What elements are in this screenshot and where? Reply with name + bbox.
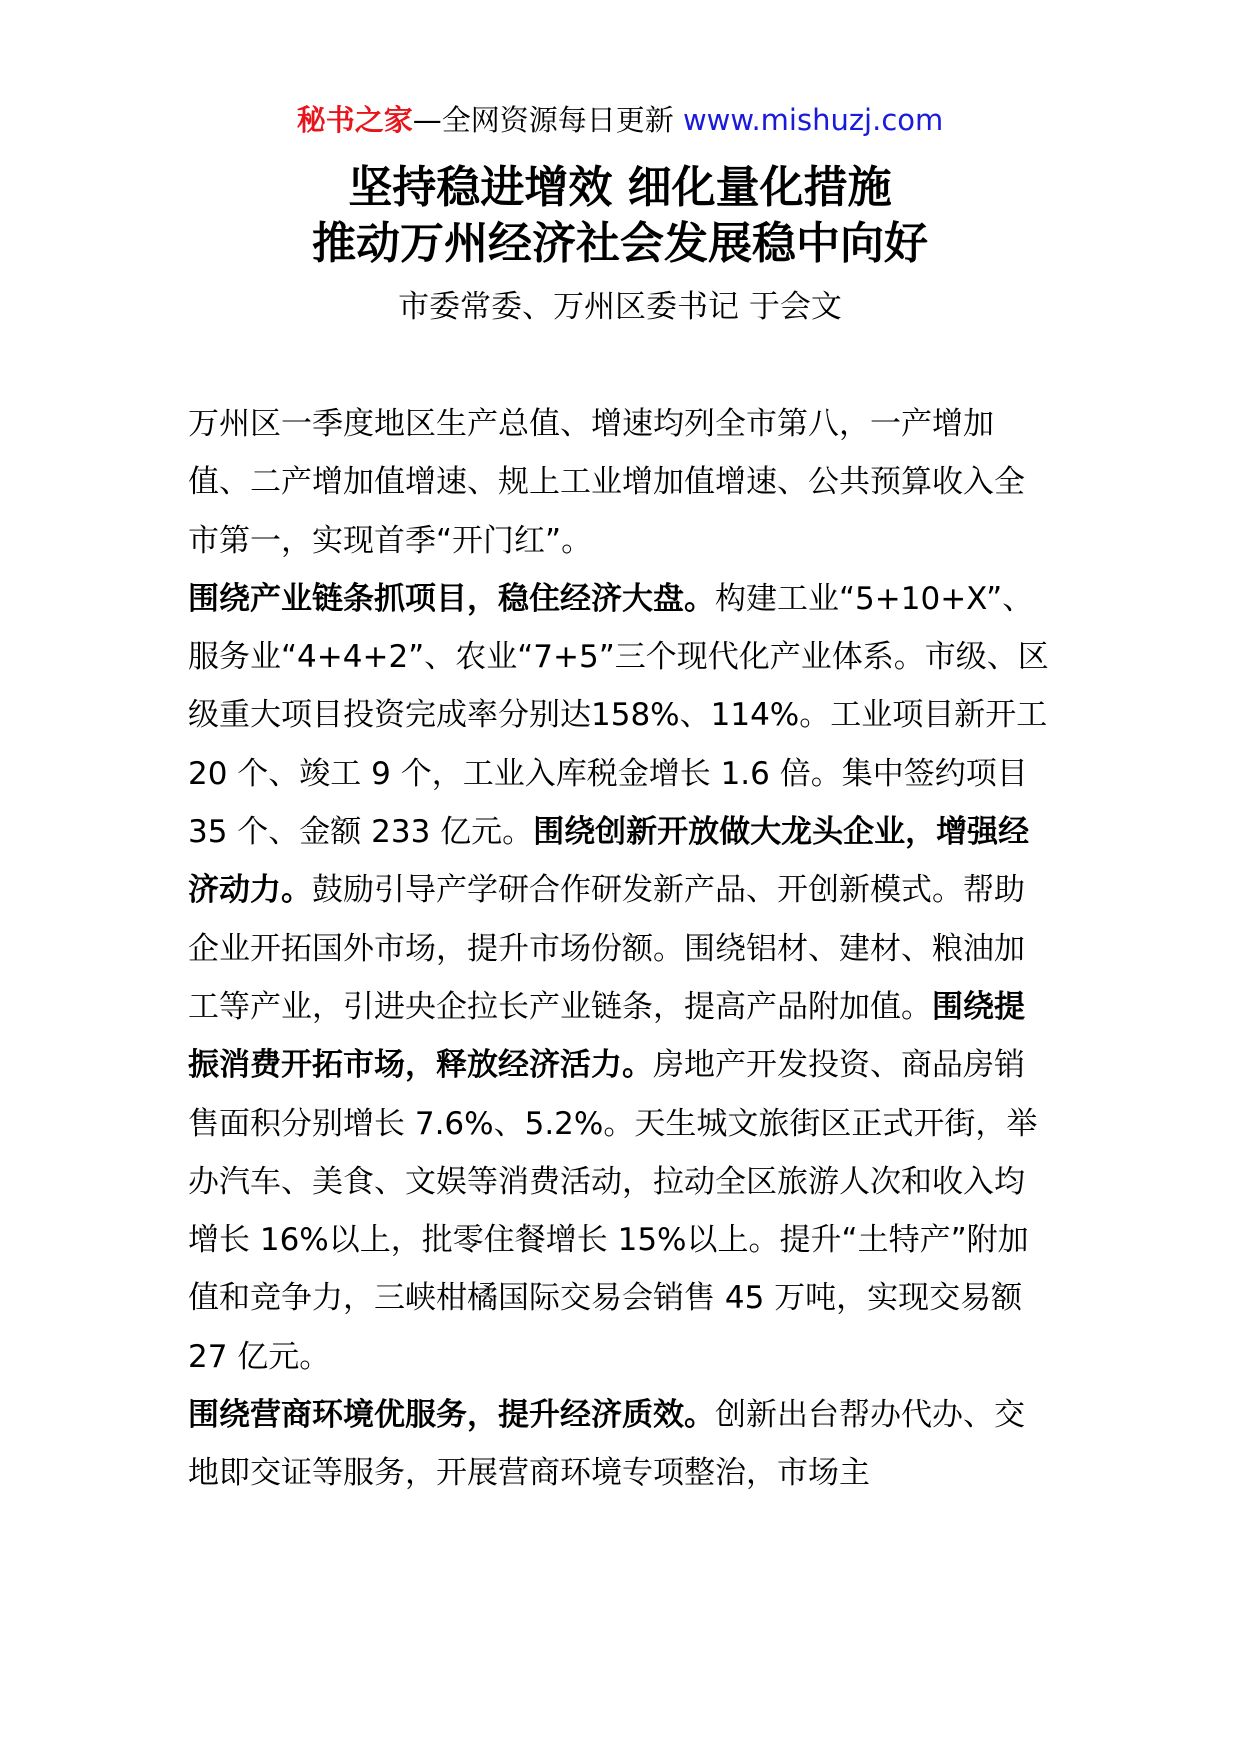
section-body: 创新出台帮办代办、交地即交证等服务，开展营商环境专项整治，市场主 bbox=[188, 1397, 1025, 1492]
section-heading: 围绕产业链条抓项目，稳住经济大盘。 bbox=[188, 580, 715, 617]
section-paragraph bbox=[188, 1386, 1054, 1503]
author-byline: 市委常委、万州区委书记 于会文 bbox=[398, 289, 842, 325]
section-body: 鼓励引导产学研合作研发新产品、开创新模式。帮助企业开拓国外市场，提升市场份额。围绕铝材、建材、粮油加工等产业，引进央企拉长产业链条，提高产品附加值。 bbox=[188, 872, 1025, 1025]
brand-name: 秘书之家 bbox=[296, 103, 413, 137]
article-title-line-2: 推动万州经济社会发展稳中向好 bbox=[312, 218, 928, 269]
banner-tagline: —全网资源每日更新 bbox=[412, 103, 683, 137]
section-heading: 围绕提振消费开拓市场，释放经济活力。 bbox=[188, 988, 1025, 1084]
article-body bbox=[188, 395, 1054, 1503]
site-banner bbox=[0, 100, 1240, 140]
section-heading: 围绕营商环境优服务，提升经济质效。 bbox=[188, 1397, 715, 1434]
section-body: 房地产开发投资、商品房销售面积分别增长 7.6%、5.2%。天生城文旅街区正式开街，举办汽车、美食、文娱等消费活动，拉动全区旅游人次和收入均增长 16%以上，批零住餐增长 15%以上。提升“土特产”附加值和竞争力，三峡柑橘国际交易会销售 45 万吨，实现交易额 27 亿元。 bbox=[188, 1047, 1038, 1375]
section-body: 构建工业“5+10+X”、服务业“4+4+2”、农业“7+5”三个现代化产业体系。市级、区级重大项目投资完成率分别达158%、114%。工业项目新开工 20 个、竣工 9 个，工业入库税金增长 1.6 倍。集中签约项目 35 个、金额 233 亿元。 bbox=[188, 580, 1049, 851]
intro-paragraph: 万州区一季度地区生产总值、增速均列全市第八，一产增加值、二产增加值增速、规上工业增加值增速、公共预算收入全市第一，实现首季“开门红”。 bbox=[188, 406, 1025, 559]
article-title-line-1: 坚持稳进增效 细化量化措施 bbox=[348, 162, 892, 213]
site-url-link[interactable]: www.mishuzj.com bbox=[682, 103, 944, 137]
section-paragraph bbox=[188, 570, 1054, 1386]
section-heading: 围绕创新开放做大龙头企业，增强经济动力。 bbox=[188, 814, 1030, 909]
